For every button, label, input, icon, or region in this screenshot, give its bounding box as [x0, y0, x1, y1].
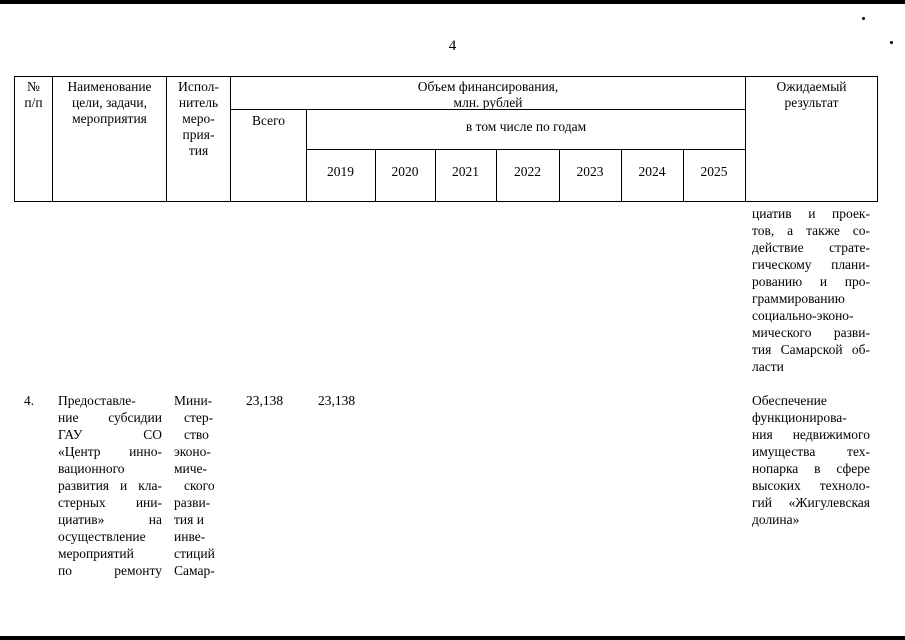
year-2021: 2021 — [452, 164, 479, 179]
row-value-2019: 23,138 — [318, 393, 356, 408]
year-2019: 2019 — [327, 164, 354, 179]
table-header — [14, 76, 878, 202]
header-name: Наименование цели, задачи, мероприятия — [67, 79, 152, 126]
header-by-years: в том числе по годам — [465, 119, 587, 134]
continued-result-text: циатив и проек- тов, а также со- действие страте- гическому плани- рованию и про- граммированию социально-эконо- мического разви- тия Самарской об- ласти — [752, 206, 870, 374]
scan-edge-bottom — [0, 636, 905, 640]
year-2022: 2022 — [514, 164, 541, 179]
year-2024: 2024 — [638, 164, 666, 179]
header-number: № п/п — [24, 79, 43, 110]
scan-speck — [862, 17, 865, 20]
header-funding: Объем финансирования, млн. рублей — [417, 79, 559, 110]
row-total: 23,138 — [246, 393, 284, 408]
header-total: Всего — [251, 113, 286, 128]
header-result: Ожидаемый результат — [776, 79, 847, 110]
row-number: 4. — [24, 393, 35, 408]
year-2020: 2020 — [391, 164, 419, 179]
scan-edge-top — [0, 0, 905, 4]
row-result: Обеспечение функционирова- ния недвижимого имущества тех- нопарка в сфере высоких техноло- гий «Жигулевская долина» — [752, 393, 870, 527]
header-executor: Испол- нитель меро- прия- тия — [178, 79, 219, 158]
row-name: Предоставле- ние субсидии ГАУ СО «Центр инно- вационного развития и кла- стерных ини- циатив» на осуществление мероприятий по ремонту — [58, 393, 162, 578]
page-number: 4 — [448, 38, 457, 54]
year-2023: 2023 — [576, 164, 604, 179]
row-executor: Мини- стер- ство эконо- миче- ского разви- тия и инве- стиций Самар- — [174, 393, 215, 578]
year-2025: 2025 — [700, 164, 728, 179]
